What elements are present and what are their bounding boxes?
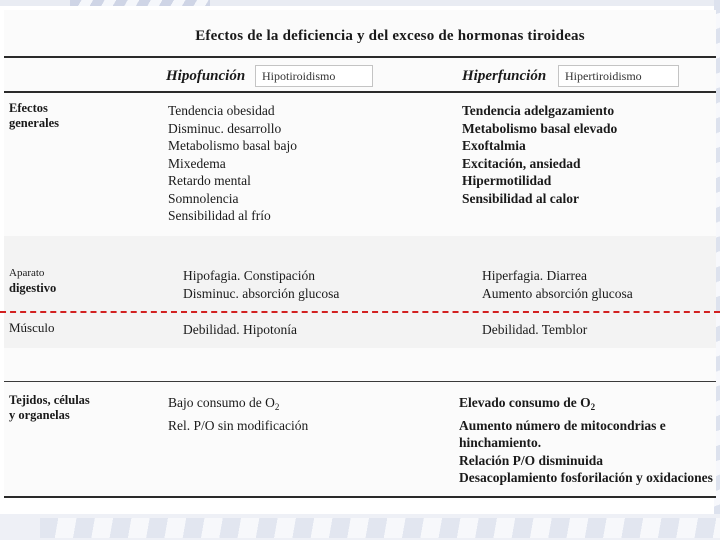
list-item: Aumento absorción glucosa [482, 285, 633, 301]
label-hipertiroidismo: Hipertiroidismo [558, 65, 679, 87]
list-item: Hipermotilidad [462, 173, 552, 188]
section-rule [4, 381, 716, 382]
list-item: Aumento número de mitocondrias e hinchamiento. [459, 417, 666, 450]
list-item: Debilidad. Hipotonía [183, 322, 297, 337]
dashed-separator [0, 311, 720, 313]
list-item: Bajo consumo de $O_2$ [168, 395, 280, 412]
slide-bottom-decoration [0, 514, 720, 540]
row-label-tejidos: Tejidos, células y organelas [9, 393, 90, 422]
hypo-general-effects-list [168, 102, 297, 225]
list-item: Tendencia adelgazamiento [462, 103, 615, 118]
hypo-muscle-list [183, 321, 297, 339]
row-label-efectos-generales: Efectos generales [9, 101, 59, 130]
list-item: Sensibilidad al calor [462, 190, 580, 206]
column-heading-hyper: Hiperfunción [462, 68, 547, 84]
list-item: Tendencia obesidad [168, 103, 275, 118]
row-label-aparato-digestivo: Aparato digestivo [9, 267, 57, 295]
list-item: Metabolismo basal bajo [168, 138, 297, 153]
table-title: Efectos de la deficiencia y del exceso de hormonas tiroideas [195, 28, 585, 44]
list-item: Exoftalmia [462, 138, 526, 153]
list-item: Sensibilidad al frío [168, 208, 271, 223]
hypo-tissue-list [168, 394, 308, 434]
list-item: Somnolencia [168, 190, 239, 206]
hyper-digestive-list [482, 267, 633, 302]
list-item: Disminuc. desarrollo [168, 120, 282, 136]
list-item: Desacoplamiento fosforilación y oxidaciones [459, 470, 713, 485]
header-rule [4, 91, 716, 93]
list-item: Excitación, ansiedad [462, 155, 581, 171]
hypo-digestive-list [183, 267, 339, 302]
hyper-tissue-list [459, 394, 714, 487]
slide-top-decoration [0, 0, 720, 6]
list-item: Metabolismo basal elevado [462, 120, 618, 136]
list-item: Hiperfagia. Diarrea [482, 268, 587, 283]
label-hipotiroidismo: Hipotiroidismo [255, 65, 373, 87]
list-item: Debilidad. Temblor [482, 322, 588, 337]
column-heading-hypo: Hipofunción [166, 68, 246, 84]
list-item: Relación P/O disminuida [459, 452, 604, 468]
list-item: Elevado consumo de $O_2$ [459, 395, 596, 412]
top-rule [4, 56, 716, 58]
list-item: Retardo mental [168, 173, 251, 188]
list-item: Hipofagia. Constipación [183, 268, 315, 283]
bottom-rule [4, 496, 716, 498]
row-label-musculo: Músculo [9, 320, 55, 335]
hyper-muscle-list [482, 321, 587, 339]
list-item: Mixedema [168, 155, 226, 171]
list-item: Disminuc. absorción glucosa [183, 285, 340, 301]
hyper-general-effects-list [462, 102, 617, 207]
list-item: Rel. P/O sin modificación [168, 417, 309, 433]
